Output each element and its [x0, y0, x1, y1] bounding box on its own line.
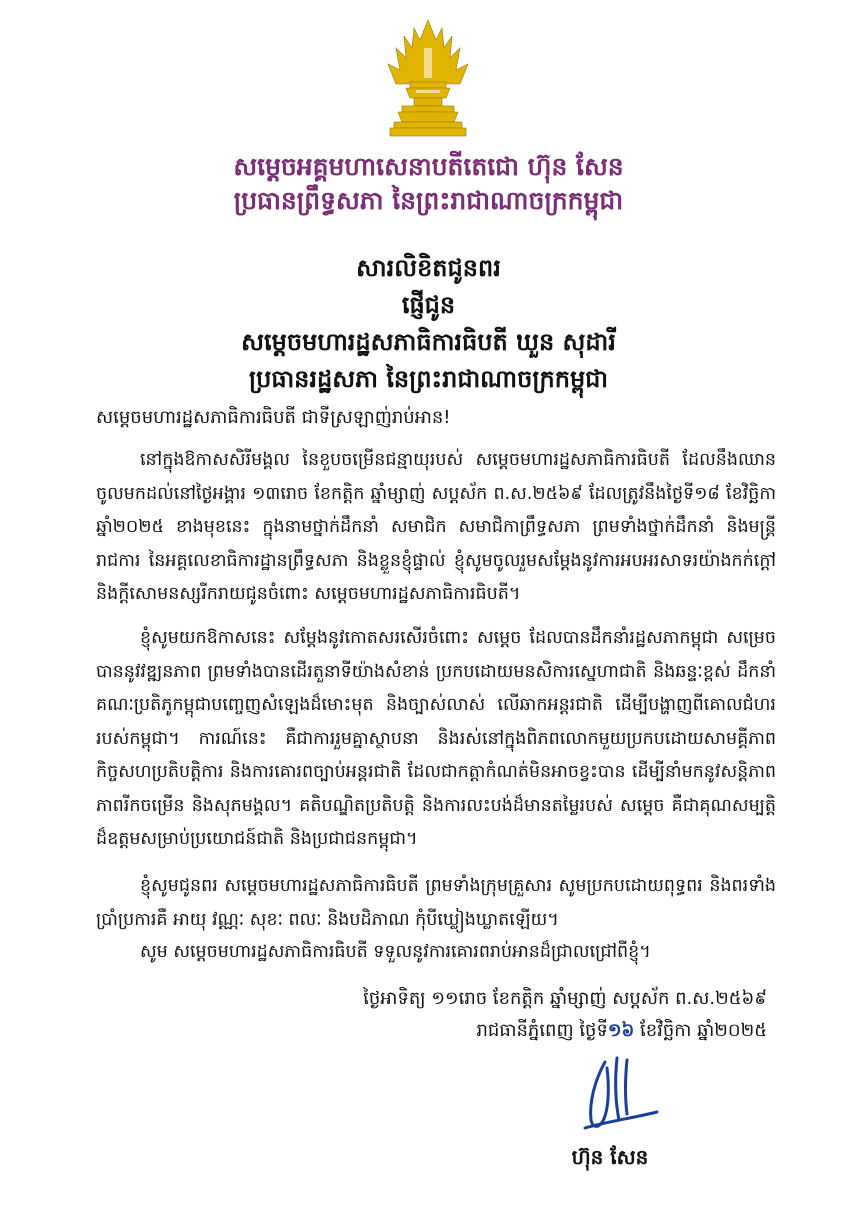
body-paragraph-1: នៅក្នុងឱកាសសិរីមង្គល នៃខួបចម្រើនជន្មាយុរបស់ សម្តេចមហារដ្ឋសភាធិការធិបតី ដែលនឹងឈានចូលមកដល់នៅថ្ងៃអង្គារ ១៣រោច ខែកត្តិក ឆ្នាំម្សាញ់ សប្តស័ក ព.ស.២៥៦៩ ដែលត្រូវនឹងថ្ងៃទី១៨ ខែវិច្ឆិកា ឆ្នាំ២០២៥ ខាងមុខនេះ ក្នុងនាមថ្នាក់ដឹកនាំ សមាជិក សមាជិកាព្រឹទ្ធសភា ព្រមទាំងថ្នាក់ដឹកនាំ និងមន្ត្រីរាជការ នៃអគ្គលេខាធិការដ្ឋានព្រឹទ្ធសភា និងខ្លួនខ្ញុំផ្ទាល់ ខ្ញុំសូមចូលរួមសម្តែងនូវការអបអរសាទរយ៉ាងកក់ក្តៅ និងក្តីសោមនស្សរីករាយជូនចំពោះ សម្តេចមហារដ្ឋសភាធិការធិបតី។	[96, 450, 776, 604]
senate-emblem-logo	[380, 18, 476, 140]
place-suffix: ខែវិច្ឆិកា ឆ្នាំ២០២៥	[634, 1020, 767, 1041]
letter-send-to: ផ្ញើជូន	[401, 291, 456, 319]
place-prefix: រាជធានីភ្នំពេញ ថ្ងៃទី	[476, 1020, 608, 1041]
body-paragraph-4: សូម សម្តេចមហារដ្ឋសភាធិការធិបតី ទទួលនូវការគោរពរាប់អានដ៏ជ្រាលជ្រៅពីខ្ញុំ។	[140, 942, 651, 962]
recipient-title: ប្រធានរដ្ឋសភា នៃព្រះរាជាណាចក្រកម្ពុជា	[248, 365, 609, 393]
recipient-name: សម្តេចមហារដ្ឋសភាធិការធិបតី ឃួន សុដារី	[241, 328, 616, 356]
letter-title: សារលិខិតជូនពរ	[356, 254, 501, 282]
date-day-number: ១៦	[607, 1020, 635, 1041]
body-paragraph-2: ខ្ញុំសូមយកឱកាសនេះ សម្តែងនូវកោតសរសើរចំពោះ សម្តេច ដែលបានដឹកនាំរដ្ឋសភាកម្ពុជា សម្រេចបាននូវវឌ្ឍនភាព ព្រមទាំងបានដើរតួនាទីយ៉ាងសំខាន់ ប្រកបដោយមនសិការស្នេហាជាតិ និងឆន្ទៈខ្ពស់ ដឹកនាំគណៈប្រតិភូកម្ពុជាបញ្ចេញសំឡេងដ៏មោះមុត និងច្បាស់លាស់ លើឆាកអន្តរជាតិ ដើម្បីបង្ហាញពីគោលជំហររបស់កម្ពុជា។ ការណ៍នេះ គឺជាការរួមគ្នាស្ថាបនា និងរស់នៅក្នុងពិភពលោកមួយប្រកបដោយសាមគ្គីភាព កិច្ចសហប្រតិបត្តិការ និងការគោរពច្បាប់អន្តរជាតិ ដែលជាកត្តាកំណត់មិនអាចខ្វះបាន ដើម្បីនាំមកនូវសន្តិភាព ភាពរីកចម្រើន និងសុភមង្គល។ គតិបណ្ឌិតប្រតិបត្តិ និងការលះបង់ដ៏មានតម្លៃរបស់ សម្តេច គឺជាគុណសម្បត្តិដ៏ឧត្តមសម្រាប់ប្រយោជន៍ជាតិ និងប្រជាជនកម្ពុជា។	[96, 628, 776, 849]
letter-title-block	[0, 250, 857, 398]
header-title-line: ប្រធានព្រឹទ្ធសភា នៃព្រះរាជាណាចក្រកម្ពុជា	[233, 186, 624, 215]
lunar-date-line: ថ្ងៃអាទិត្យ ១១រោច ខែកត្តិក ឆ្នាំម្សាញ់ សប្តស័ក ព.ស.២៥៦៩	[363, 988, 767, 1009]
body-paragraph-3: ខ្ញុំសូមជូនពរ សម្តេចមហារដ្ឋសភាធិការធិបតី ព្រមទាំងក្រុមគ្រួសារ សូមប្រកបដោយពុទ្ធពរ និងពរទាំងប្រាំប្រការគឺ អាយុ វណ្ណៈ សុខៈ ពលៈ និងបដិភាណ កុំបីឃ្លៀងឃ្លាតឡើយ។	[96, 876, 776, 930]
place-date-line	[207, 1014, 767, 1048]
salutation: សម្តេចមហារដ្ឋសភាធិការធិបតី ជាទីស្រឡាញ់រាប់អាន!	[96, 407, 451, 428]
handwritten-signature	[565, 1050, 665, 1140]
header-name-line: សម្តេចអគ្គមហាសេនាបតីតេជោ ហ៊ុន សែន	[233, 152, 624, 181]
signatory-name: ហ៊ុន សែន	[571, 1145, 649, 1169]
